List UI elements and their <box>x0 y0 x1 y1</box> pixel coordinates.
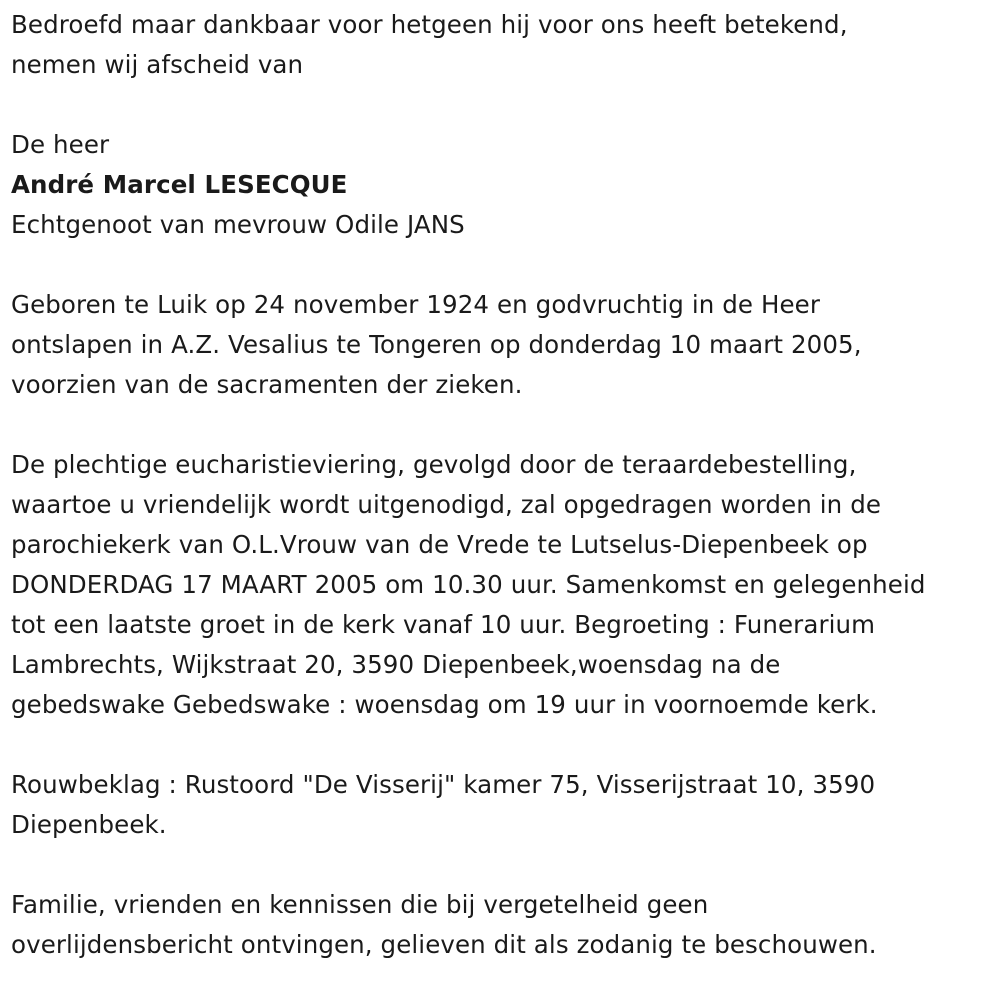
paragraph-gap <box>11 845 1000 885</box>
condolences-paragraph <box>11 765 1000 845</box>
intro-line: nemen wij afscheid van <box>11 50 304 79</box>
text-line: DONDERDAG 17 MAART 2005 om 10.30 uur. Samenkomst en gelegenheid <box>11 570 926 599</box>
closing-paragraph <box>11 885 1000 965</box>
paragraph-gap <box>11 85 1000 125</box>
text-line: ontslapen in A.Z. Vesalius te Tongeren op donderdag 10 maart 2005, <box>11 330 862 359</box>
person-title: De heer <box>11 130 110 159</box>
intro-paragraph <box>11 5 1000 85</box>
text-line: voorzien van de sacramenten der zieken. <box>11 370 523 399</box>
text-line: Diepenbeek. <box>11 810 167 839</box>
intro-line: Bedroefd maar dankbaar voor hetgeen hij voor ons heeft betekend, <box>11 10 848 39</box>
paragraph-gap <box>11 405 1000 445</box>
text-line: gebedswake Gebedswake : woensdag om 19 uur in voornoemde kerk. <box>11 690 878 719</box>
text-line: overlijdensbericht ontvingen, gelieven dit als zodanig te beschouwen. <box>11 930 877 959</box>
paragraph-gap <box>11 725 1000 765</box>
text-line: waartoe u vriendelijk wordt uitgenodigd, zal opgedragen worden in de <box>11 490 882 519</box>
text-line: Lambrechts, Wijkstraat 20, 3590 Diepenbeek,woensdag na de <box>11 650 781 679</box>
text-line: parochiekerk van O.L.Vrouw van de Vrede te Lutselus-Diepenbeek op <box>11 530 868 559</box>
service-paragraph <box>11 445 1000 725</box>
text-line: Rouwbeklag : Rustoord "De Visserij" kamer 75, Visserijstraat 10, 3590 <box>11 770 876 799</box>
paragraph-gap <box>11 245 1000 285</box>
text-line: De plechtige eucharistieviering, gevolgd door de teraardebestelling, <box>11 450 857 479</box>
text-line: tot een laatste groet in de kerk vanaf 10 uur. Begroeting : Funerarium <box>11 610 876 639</box>
birth-death-paragraph <box>11 285 1000 405</box>
text-line: Geboren te Luik op 24 november 1924 en godvruchtig in de Heer <box>11 290 821 319</box>
person-block <box>11 125 1000 245</box>
text-line: Familie, vrienden en kennissen die bij vergetelheid geen <box>11 890 709 919</box>
person-name: André Marcel LESECQUE <box>11 170 348 199</box>
person-spouse: Echtgenoot van mevrouw Odile JANS <box>11 210 465 239</box>
